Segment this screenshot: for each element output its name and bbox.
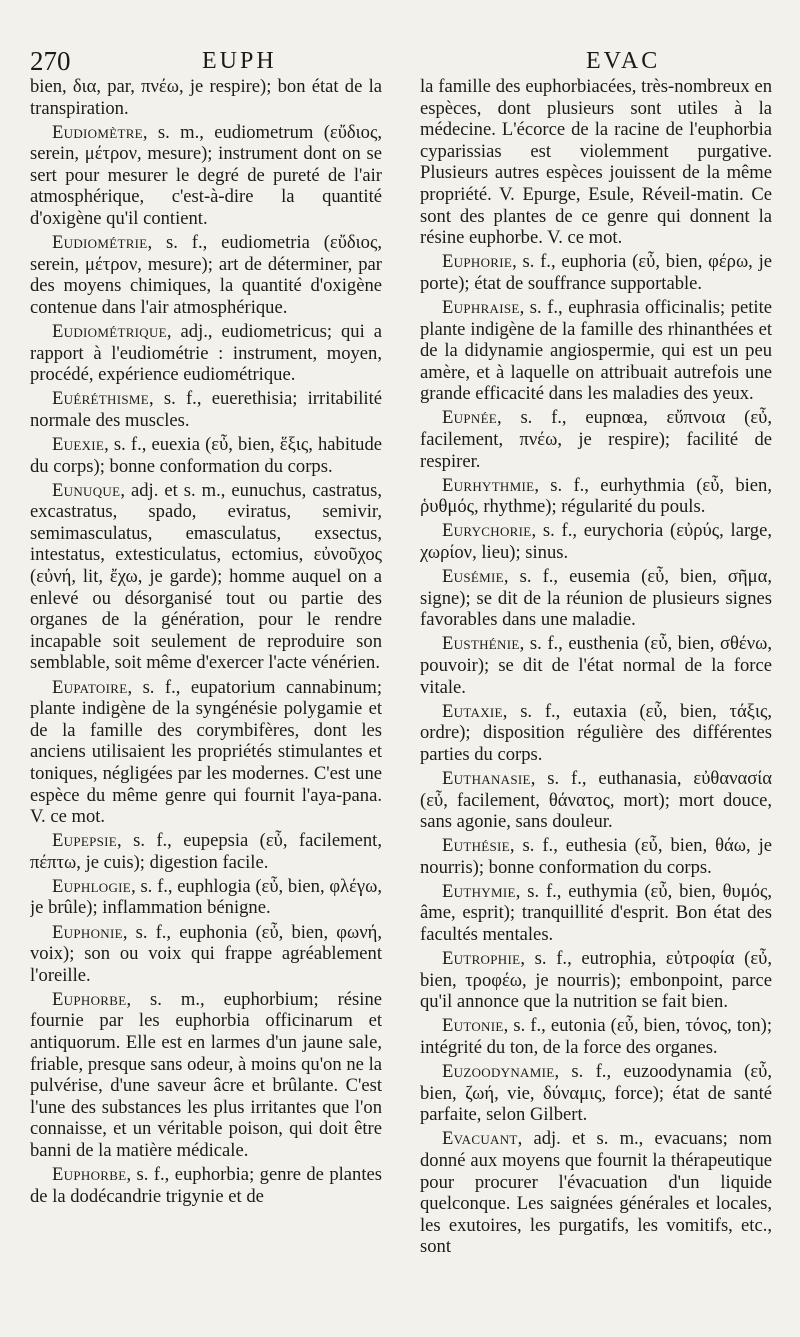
entry-text: , s. f., euphorbia; genre de plantes de la dodécandrie trigynie et de xyxy=(30,1164,382,1207)
entry-headword: Euthanasie xyxy=(442,767,531,789)
entry-headword: Euphonie xyxy=(52,921,123,943)
entry-text: , s. f., eutrophia, εὐτροφία (εὖ, bien, τροφέω, je nourris); embonpoint, parce qu'il annonce que la nutrition se fait bien. xyxy=(420,948,772,1013)
entry-headword: Euphorie xyxy=(442,251,513,273)
entry-headword: Eupnée xyxy=(442,407,498,429)
entry-headword: Eudiomètre xyxy=(52,121,143,143)
dictionary-entry xyxy=(30,232,382,318)
text-columns xyxy=(30,76,772,1326)
entry-headword: Eurhythmie xyxy=(442,474,535,496)
entry-headword: Euphlogie xyxy=(52,875,132,897)
entry-headword: Eusthénie xyxy=(442,633,520,655)
right-running-head: EVAC xyxy=(586,48,661,74)
dictionary-entry xyxy=(30,321,382,386)
left-running-head: EUPH xyxy=(202,48,277,74)
entry-text: , s. f., euthymia (εὖ, bien, θυμός, âme, esprit); tranquillité d'esprit. Bon état des facultés mentales. xyxy=(420,880,772,946)
entry-headword: Eutonie xyxy=(442,1015,504,1037)
entry-text: , adj., eudiometricus; qui a rapport à l'eudiométrie : instrument, moyen, procédé, expérience eudiométrique. xyxy=(30,321,382,386)
dictionary-entry xyxy=(420,1061,772,1126)
entry-text: , s. f., euthesia (εὖ, bien, θάω, je nourris); bonne conformation du corps. xyxy=(420,835,772,878)
left-column xyxy=(30,76,382,1326)
entry-headword: Eutrophie xyxy=(442,948,521,970)
entry-headword: Eusémie xyxy=(442,566,504,588)
dictionary-entry xyxy=(30,122,382,230)
entry-headword: Eupatoire xyxy=(52,676,128,698)
page-number: 270 xyxy=(30,46,71,76)
dictionary-entry xyxy=(30,76,382,119)
entry-text: , s. f., eupnœa, εὔπνοια (εὖ, facilement, πνέω, je respire); facilité de respirer. xyxy=(420,407,772,472)
dictionary-entry xyxy=(30,677,382,828)
entry-text: , s. f., euphonia (εὖ, bien, φωνή, voix); son ou voix qui frappe agréablement l'oreille. xyxy=(30,921,382,986)
dictionary-entry xyxy=(30,480,382,674)
dictionary-entry xyxy=(30,388,382,431)
dictionary-entry xyxy=(420,948,772,1013)
entry-headword: Euphraise xyxy=(442,296,520,318)
entry-headword: Eurychorie xyxy=(442,520,532,542)
entry-text: bien, δια, par, πνέω, je respire); bon état de la transpiration. xyxy=(30,76,382,119)
entry-text: , s. f., eusthenia (εὖ, bien, σθένω, pouvoir); se dit de l'état normal de la force vitale. xyxy=(420,633,772,698)
entry-text: , s. f., euphlogia (εὖ, bien, φλέγω, je brûle); inflammation bénigne. xyxy=(30,875,382,919)
dictionary-entry xyxy=(420,1015,772,1058)
dictionary-entry xyxy=(30,434,382,477)
entry-text: , s. m., eudiometrum (εὔδιος, serein, μέτρον, mesure); instrument dont on se sert pour mesurer le degré de pureté de l'air atmosphérique, c'est-à-dire la quantité d'oxigène qu'il contient. xyxy=(30,121,382,230)
entry-text: , s. f., eutonia (εὖ, bien, τόνος, ton); intégrité du ton, de la force des organes. xyxy=(420,1015,772,1059)
entry-text: , s. f., eudiometria (εὔδιος, serein, μέτρον, mesure); art de déterminer, par des moyens chimiques, la quantité d'oxigène contenue dans l'air atmosphérique. xyxy=(30,232,382,318)
dictionary-entry xyxy=(420,520,772,563)
dictionary-entry xyxy=(420,407,772,472)
dictionary-entry xyxy=(420,251,772,294)
entry-text: , s. f., euexia (εὖ, bien, ἕξις, habitude du corps); bonne conformation du corps. xyxy=(30,434,382,477)
entry-headword: Eupepsie xyxy=(52,830,118,852)
dictionary-entry xyxy=(30,989,382,1162)
entry-headword: Euéréthisme xyxy=(52,388,149,410)
dictionary-entry xyxy=(420,566,772,631)
entry-headword: Euthymie xyxy=(442,880,516,902)
entry-text: , s. f., eutaxia (εὖ, bien, τάξις, ordre); disposition régulière des différentes parties du corps. xyxy=(420,700,772,765)
entry-text: , adj. et s. m., evacuans; nom donné aux moyens que fournit la thérapeutique pour procurer l'évacuation d'un liquide quelconque. Les saignées générales et locales, les exutoires, les purgatifs, les vomitifs, etc., sont xyxy=(420,1128,772,1258)
entry-headword: Eunuque xyxy=(52,479,121,501)
entry-text: , s. f., euphrasia officinalis; petite plante indigène de la famille des rhinanthées et de la didynamie angiospermie, qui est un peu amère, et à laquelle on attribuait autrefois une grande efficacité dans les maladies des yeux. xyxy=(420,296,772,405)
dictionary-entry xyxy=(420,835,772,878)
entry-text: , s. f., eusemia (εὖ, bien, σῆμα, signe); se dit de la réunion de plusieurs signes favorables dans une maladie. xyxy=(420,566,772,631)
entry-headword: Evacuant xyxy=(442,1128,518,1150)
entry-headword: Eudiométrie xyxy=(52,232,148,254)
entry-text: , s. f., euerethisia; irritabilité normale des muscles. xyxy=(30,388,382,431)
dictionary-entry xyxy=(30,922,382,987)
entry-headword: Eutaxie xyxy=(442,700,503,722)
entry-headword: Euthésie xyxy=(442,835,510,857)
entry-text: la famille des euphorbiacées, très-nombreux en espèces, dont plusieurs sont utiles à la médecine. L'écorce de la racine de l'euphorbia cyparissias est violemment purgative. Plusieurs autres espèces jouissent de la même propriété. V. Epurge, Esule, Réveil-matin. Ce sont des plantes de ce genre qui donnent la résine euphorbe. V. ce mot. xyxy=(420,76,772,249)
dictionary-entry xyxy=(420,297,772,405)
dictionary-entry xyxy=(420,475,772,518)
dictionary-entry xyxy=(420,76,772,249)
dictionary-entry xyxy=(30,1164,382,1207)
entry-text: , s. f., eupatorium cannabinum; plante indigène de la syngénésie polygamie et de la famille des corymbifères, dont les anciens utilisaient les propriétés stimulantes et toniques, négligées par les modernes. C'est une espèce du même genre qui fournit l'aya-pana. V. ce mot. xyxy=(30,676,382,828)
entry-headword: Euphorbe xyxy=(52,1164,127,1186)
entry-text: , s. f., eupepsia (εὖ, facilement, πέπτω, je cuis); digestion facile. xyxy=(30,830,382,873)
dictionary-entry xyxy=(420,768,772,833)
entry-headword: Eudiométrique xyxy=(52,321,167,343)
dictionary-entry xyxy=(420,1128,772,1258)
entry-text: , s. f., eurhythmia (εὖ, bien, ῥυθμός, rhythme); régularité du pouls. xyxy=(420,474,772,518)
dictionary-entry xyxy=(30,876,382,919)
right-column xyxy=(420,76,772,1326)
entry-text: , adj. et s. m., eunuchus, castratus, excastratus, spado, eviratus, semivir, semimasculatus, emasculatus, exsectus, intestatus, extesticulatus, ectomius, εὐνοῦχος (εὐνή, lit, ἔχω, je garde); homme auquel on a enlevé ou désorganisé tout ou partie des organes de la génération, pour le rendre incapable soit seulement de reproduire son semblable, soit même d'exercer l'acte vénérien. xyxy=(30,479,382,674)
entry-text: , s. f., eurychoria (εὐρύς, large, χωρίον, lieu); sinus. xyxy=(420,520,772,563)
entry-text: , s. f., euphoria (εὖ, bien, φέρω, je porte); état de souffrance supportable. xyxy=(420,251,772,294)
dictionary-entry xyxy=(420,701,772,766)
entry-headword: Euzoodynamie xyxy=(442,1061,555,1083)
dictionary-entry xyxy=(420,633,772,698)
entry-text: , s. f., euzoodynamia (εὖ, bien, ζωή, vie, δύναμις, force); état de santé parfaite, selon Gilbert. xyxy=(420,1061,772,1126)
dictionary-entry xyxy=(420,881,772,946)
entry-headword: Euexie xyxy=(52,434,105,455)
entry-headword: Euphorbe xyxy=(52,988,127,1010)
entry-text: , s. m., euphorbium; résine fournie par les euphorbia officinarum et antiquorum. Elle est en larmes d'un jaune sale, friable, presque sans odeur, à moins qu'on ne la pulvérise, d'une saveur âcre et brûlante. C'est l'une des substances les plus irritantes que l'on connaisse, et un véritable poison, qui doit être banni de la matière médicale. xyxy=(30,988,382,1161)
entry-text: , s. f., euthanasia, εὐθανασία (εὖ, facilement, θάνατος, mort); mort douce, sans agonie, sans douleur. xyxy=(420,767,772,833)
dictionary-entry xyxy=(30,830,382,873)
